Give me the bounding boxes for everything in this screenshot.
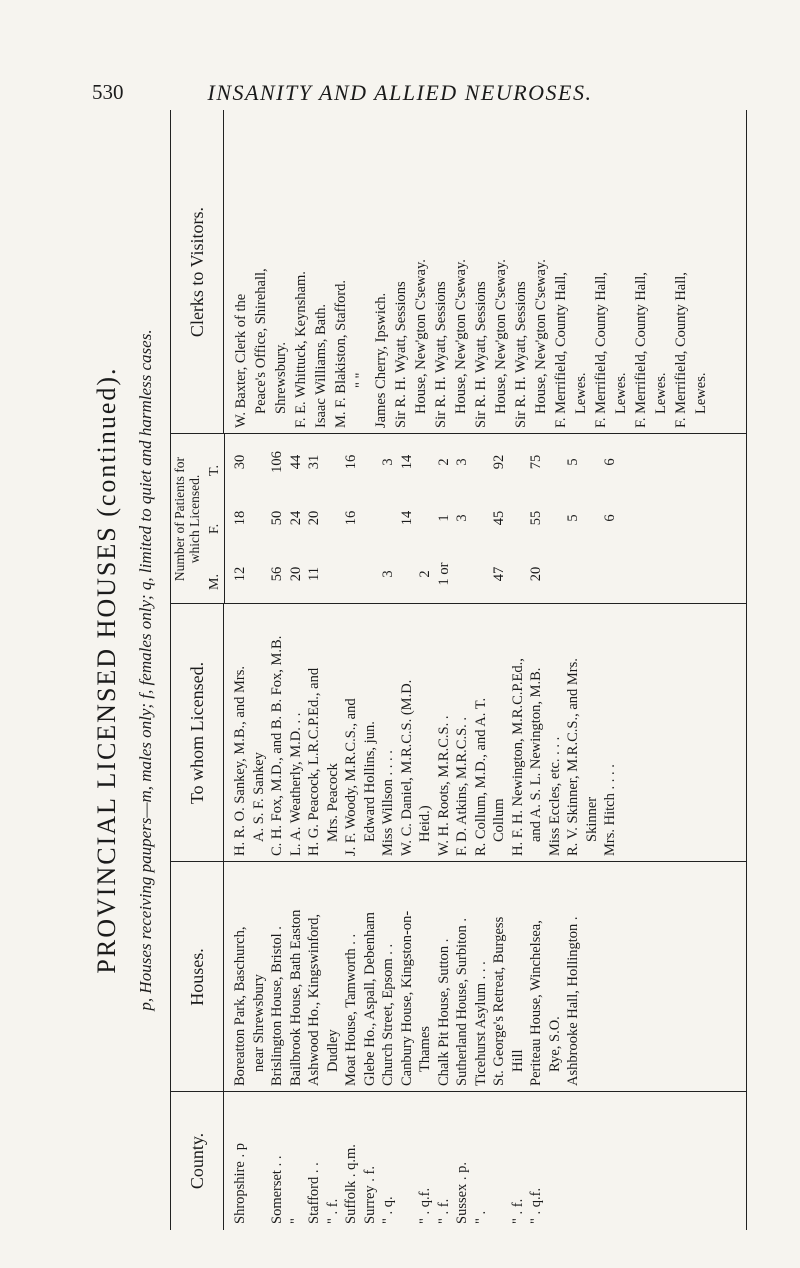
list-item: " (287, 1218, 304, 1224)
list-item (546, 492, 565, 544)
list-item: 6 (602, 458, 618, 466)
header-licensed: To whom Licensed. (171, 604, 224, 862)
list-item (472, 436, 491, 488)
list-item: H. F. H. Newington, M.R.C.P.Ed., (509, 658, 526, 856)
list-item: 14 (398, 510, 415, 526)
list-item: 5 (565, 458, 581, 466)
list-item: R. V. Skinner, M.R.C.S., and Mrs. (565, 658, 581, 856)
list-item: Ashwood Ho., Kingswinford, (306, 914, 322, 1086)
list-item: 6 (602, 514, 618, 522)
list-item: 20 (306, 510, 322, 526)
list-item: 20 (287, 566, 304, 582)
header-county: County. (171, 1092, 224, 1230)
males-column (231, 548, 620, 600)
list-item: 2 (435, 458, 452, 466)
list-item (583, 436, 602, 488)
list-item: Periteau House, Winchelsea, (528, 920, 544, 1086)
list-item: 55 (528, 510, 544, 526)
list-item: 3 (380, 570, 396, 578)
header-m: M. (207, 574, 222, 590)
list-item: 11 (306, 567, 322, 581)
list-item: 3 (454, 458, 470, 466)
list-item: 50 (269, 510, 285, 526)
list-item: 92 (491, 454, 507, 470)
list-item (250, 492, 269, 544)
list-item: Miss Eccles, etc. . . . (546, 736, 563, 856)
list-item: Dudley (324, 1029, 341, 1072)
list-item: Surrey . f. (361, 1166, 378, 1224)
list-item: F. D. Atkins, M.R.C.S. . (454, 716, 470, 856)
list-item: C. H. Fox, M.D., and B. B. Fox, M.B. (269, 635, 285, 856)
list-item: Sir R. H. Wyatt, Sessions (473, 281, 489, 428)
list-item: 75 (528, 454, 544, 470)
list-item: R. Collum, M.D., and A. T. (472, 697, 489, 856)
list-item: Lewes. (693, 372, 709, 414)
page-number: 530 (92, 80, 124, 104)
list-item: Sutherland House, Surbiton . (454, 918, 470, 1086)
list-item: Mrs. Hitch . . . . (602, 764, 618, 856)
list-item: 24 (287, 510, 304, 526)
header-t: T. (207, 464, 222, 476)
list-item: L. A. Weatherly, M.D. . . (287, 712, 304, 856)
list-item: Lewes. (573, 372, 589, 414)
list-item (398, 1096, 417, 1224)
list-item (472, 548, 491, 600)
list-item: Shropshire . p (232, 1143, 248, 1224)
list-item (583, 492, 602, 544)
list-item: near Shrewsbury (250, 974, 267, 1072)
list-item: Church Street, Epsom . . (380, 943, 396, 1086)
list-item: " . f. (509, 1198, 526, 1224)
list-item: and A. S. L. Newington, M.B. (528, 667, 544, 842)
list-item: W. H. Roots, M.R.C.S. . (435, 715, 452, 856)
list-item (324, 436, 343, 488)
list-item (379, 492, 398, 544)
list-item: 44 (287, 454, 304, 470)
list-item: F. Merrifield, County Hall, (633, 272, 649, 428)
list-item: 16 (343, 510, 359, 526)
list-item: " . q.f. (528, 1187, 544, 1224)
list-item (342, 548, 361, 600)
list-item (416, 436, 435, 488)
list-item (250, 548, 269, 600)
list-item: 106 (269, 451, 285, 473)
list-item: " . (472, 1210, 489, 1224)
list-item: 1 or (435, 562, 452, 586)
list-item: House, New'gton C'seway. (493, 259, 509, 414)
header-f: F. (207, 523, 222, 534)
clerks-column (231, 114, 711, 428)
houses-column (231, 866, 583, 1086)
list-item: 18 (232, 510, 248, 526)
list-item (250, 1096, 269, 1224)
list-item: 45 (491, 510, 507, 526)
list-item: " " (353, 372, 369, 388)
list-item (546, 436, 565, 488)
list-item: H. R. O. Sankey, M.B., and Mrs. (232, 666, 248, 856)
list-item: 47 (491, 566, 507, 582)
header-houses: Houses. (171, 862, 224, 1092)
running-head: INSANITY AND ALLIED NEUROSES. (207, 80, 593, 105)
list-item: Sussex . p. (454, 1161, 470, 1224)
column-divider (171, 433, 746, 434)
list-item: Moat House, Tamworth . . (343, 933, 359, 1086)
list-item: Collum (491, 798, 507, 842)
list-item: St. George's Retreat, Burgess (491, 916, 507, 1086)
header-clerks: Clerks to Visitors. (171, 110, 224, 434)
list-item: " . q. (380, 1196, 396, 1224)
list-item (250, 436, 269, 488)
list-item: W. C. Daniel, M.R.C.S. (M.D. (398, 679, 415, 856)
list-item: 3 (380, 458, 396, 466)
list-item: Suffolk . q.m. (343, 1144, 359, 1224)
list-item: Sir R. H. Wyatt, Sessions (513, 281, 529, 428)
list-item: Chalk Pit House, Sutton . (435, 938, 452, 1086)
header-patients-label: Number of Patients for which Licensed. (172, 456, 202, 582)
list-item: 30 (232, 454, 248, 470)
table-subtitle: p, Houses receiving paupers—m, males only; f, females only; q, limited to quiet and harmless cases. (136, 329, 155, 1011)
list-item: F. E. Whittuck, Keynsham. (293, 271, 309, 428)
list-item: Ashbrooke Hall, Hollington . (565, 916, 581, 1086)
list-item: Heid.) (417, 805, 433, 842)
list-item: Ticehurst Asylum . . . (472, 961, 489, 1086)
list-item: 1 (435, 514, 452, 522)
list-item (324, 548, 343, 600)
list-item (361, 548, 380, 600)
list-item (509, 492, 528, 544)
column-divider (171, 861, 746, 862)
list-item (361, 436, 380, 488)
list-item: Shrewsbury. (273, 342, 289, 414)
list-item: 31 (306, 454, 322, 470)
list-item: J. F. Woody, M.R.C.S., and (343, 698, 359, 856)
column-divider (171, 1091, 746, 1092)
list-item (472, 492, 491, 544)
list-item (416, 492, 435, 544)
list-item (509, 548, 528, 600)
list-item: F. Merrifield, County Hall, (593, 272, 609, 428)
list-item: House, New'gton C'seway. (453, 259, 469, 414)
totals-column (231, 436, 620, 488)
column-divider (171, 603, 746, 604)
list-item: F. Merrifield, County Hall, (673, 272, 689, 428)
list-item (490, 1096, 509, 1224)
rotated-table (90, 110, 750, 1230)
list-item: Bailbrook House, Bath Easton (287, 909, 304, 1086)
list-item: Hill (509, 1049, 526, 1072)
list-item (324, 492, 343, 544)
list-item: 2 (417, 570, 433, 578)
list-item: 20 (528, 566, 544, 582)
list-item (509, 436, 528, 488)
list-item: F. Merrifield, County Hall, (553, 272, 569, 428)
list-item (601, 548, 620, 600)
list-item: Somerset . . (269, 1155, 285, 1224)
list-item: Stafford . . (306, 1162, 322, 1224)
list-item: Brislington House, Bristol . (269, 926, 285, 1086)
list-item: 12 (232, 566, 248, 582)
list-item (398, 548, 417, 600)
list-item: Rye, S.O. (546, 1016, 563, 1072)
list-item: A. S. F. Sankey (250, 752, 267, 842)
list-item: Glebe Ho., Aspall, Debenham (361, 912, 378, 1086)
list-item: Edward Hollins, jun. (361, 721, 378, 842)
list-item: Miss Willson . . . . (380, 750, 396, 856)
list-item (583, 548, 602, 600)
list-item: House, New'gton C'seway. (533, 259, 549, 414)
list-item: W. Baxter, Clerk of the (233, 293, 249, 428)
list-item (453, 548, 472, 600)
list-item: Lewes. (613, 372, 629, 414)
list-item: Isaac Williams, Bath. (313, 304, 329, 428)
list-item: Sir R. H. Wyatt, Sessions (393, 281, 409, 428)
list-item: Canbury House, Kingston-on- (398, 910, 415, 1086)
list-item: Mrs. Peacock (324, 763, 341, 842)
list-item: 3 (454, 514, 470, 522)
table-title: PROVINCIAL LICENSED HOUSES (continued). (92, 366, 121, 974)
females-column (231, 492, 620, 544)
list-item: Thames (417, 1026, 433, 1072)
list-item (546, 548, 565, 600)
list-item: " . f. (324, 1198, 341, 1224)
county-column (231, 1096, 546, 1224)
list-item: James Cherry, Ipswich. (373, 292, 389, 428)
list-item: Peace's Office, Shirehall, (253, 268, 269, 414)
list-item: H. G. Peacock, L.R.C.P.Ed., and (306, 667, 322, 856)
list-item: Skinner (583, 796, 600, 842)
licensed-houses-table (170, 110, 747, 1230)
list-item (564, 548, 583, 600)
list-item: Lewes. (653, 372, 669, 414)
list-item: 56 (269, 566, 285, 582)
list-item: 16 (343, 454, 359, 470)
list-item: House, New'gton C'seway. (413, 259, 429, 414)
list-item: " . f. (435, 1198, 452, 1224)
list-item: " . q.f. (417, 1187, 433, 1224)
licensed-column (231, 608, 620, 856)
list-item (361, 492, 380, 544)
list-item: 5 (565, 514, 581, 522)
list-item: Sir R. H. Wyatt, Sessions (433, 281, 449, 428)
list-item: 14 (398, 454, 415, 470)
list-item: Boreatton Park, Baschurch, (232, 926, 248, 1086)
list-item: M. F. Blakiston, Stafford. (333, 279, 349, 428)
